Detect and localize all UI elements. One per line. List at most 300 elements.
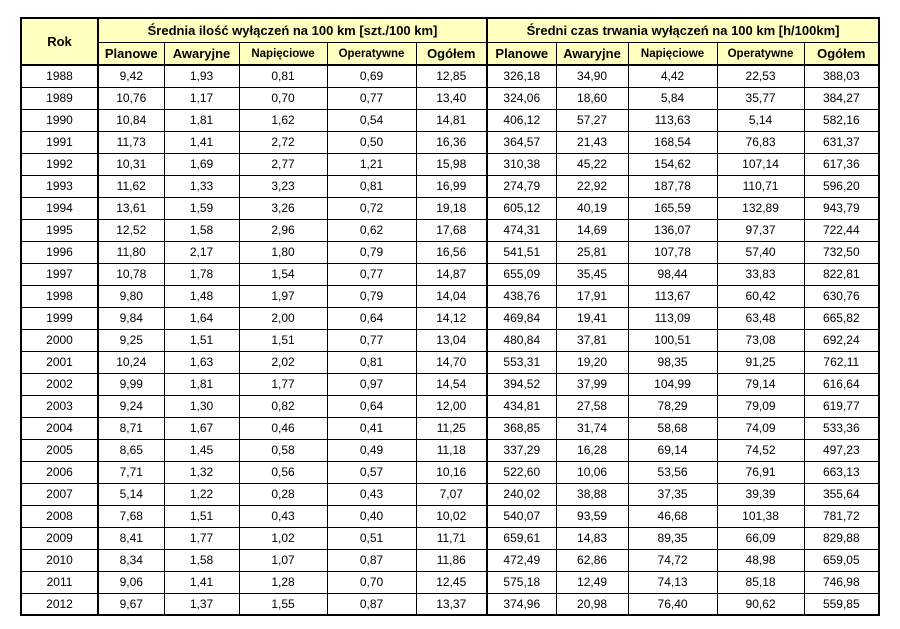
value-cell: 18,60 <box>556 87 628 109</box>
year-cell: 2000 <box>21 329 98 351</box>
value-cell: 76,91 <box>717 461 804 483</box>
value-cell: 1,48 <box>164 285 239 307</box>
value-cell: 1,58 <box>164 549 239 571</box>
value-cell: 4,42 <box>628 65 717 87</box>
year-cell: 2008 <box>21 505 98 527</box>
value-cell: 14,12 <box>416 307 487 329</box>
value-cell: 1,54 <box>239 263 327 285</box>
column-header-duration-total: Ogółem <box>804 43 879 66</box>
outages-table <box>20 17 880 616</box>
value-cell: 559,85 <box>804 593 879 615</box>
value-cell: 0,28 <box>239 483 327 505</box>
value-cell: 21,43 <box>556 131 628 153</box>
value-cell: 74,13 <box>628 571 717 593</box>
value-cell: 1,78 <box>164 263 239 285</box>
value-cell: 73,08 <box>717 329 804 351</box>
value-cell: 76,83 <box>717 131 804 153</box>
table-row <box>21 87 879 109</box>
value-cell: 540,07 <box>487 505 556 527</box>
value-cell: 9,25 <box>98 329 164 351</box>
value-cell: 17,68 <box>416 219 487 241</box>
value-cell: 11,25 <box>416 417 487 439</box>
value-cell: 0,49 <box>327 439 416 461</box>
table-row <box>21 307 879 329</box>
value-cell: 575,18 <box>487 571 556 593</box>
value-cell: 107,78 <box>628 241 717 263</box>
value-cell: 1,28 <box>239 571 327 593</box>
value-cell: 187,78 <box>628 175 717 197</box>
value-cell: 0,72 <box>327 197 416 219</box>
value-cell: 78,29 <box>628 395 717 417</box>
value-cell: 1,69 <box>164 153 239 175</box>
value-cell: 13,04 <box>416 329 487 351</box>
value-cell: 3,26 <box>239 197 327 219</box>
value-cell: 15,98 <box>416 153 487 175</box>
table-row <box>21 109 879 131</box>
value-cell: 474,31 <box>487 219 556 241</box>
value-cell: 617,36 <box>804 153 879 175</box>
value-cell: 9,84 <box>98 307 164 329</box>
column-header-duration-emergency: Awaryjne <box>556 43 628 66</box>
value-cell: 62,86 <box>556 549 628 571</box>
value-cell: 0,81 <box>239 65 327 87</box>
value-cell: 19,41 <box>556 307 628 329</box>
value-cell: 101,38 <box>717 505 804 527</box>
value-cell: 113,67 <box>628 285 717 307</box>
value-cell: 364,57 <box>487 131 556 153</box>
value-cell: 0,79 <box>327 241 416 263</box>
value-cell: 310,38 <box>487 153 556 175</box>
value-cell: 11,80 <box>98 241 164 263</box>
value-cell: 394,52 <box>487 373 556 395</box>
value-cell: 438,76 <box>487 285 556 307</box>
value-cell: 12,52 <box>98 219 164 241</box>
value-cell: 10,16 <box>416 461 487 483</box>
year-cell: 2012 <box>21 593 98 615</box>
value-cell: 35,77 <box>717 87 804 109</box>
value-cell: 16,36 <box>416 131 487 153</box>
year-cell: 2011 <box>21 571 98 593</box>
value-cell: 40,19 <box>556 197 628 219</box>
value-cell: 89,35 <box>628 527 717 549</box>
table-row <box>21 395 879 417</box>
value-cell: 165,59 <box>628 197 717 219</box>
value-cell: 37,35 <box>628 483 717 505</box>
year-cell: 2003 <box>21 395 98 417</box>
value-cell: 5,14 <box>717 109 804 131</box>
value-cell: 1,80 <box>239 241 327 263</box>
year-cell: 2010 <box>21 549 98 571</box>
year-cell: 1994 <box>21 197 98 219</box>
value-cell: 337,29 <box>487 439 556 461</box>
value-cell: 10,78 <box>98 263 164 285</box>
value-cell: 14,69 <box>556 219 628 241</box>
value-cell: 722,44 <box>804 219 879 241</box>
value-cell: 1,51 <box>239 329 327 351</box>
value-cell: 0,69 <box>327 65 416 87</box>
value-cell: 9,67 <box>98 593 164 615</box>
column-header-count-emergency: Awaryjne <box>164 43 239 66</box>
value-cell: 20,98 <box>556 593 628 615</box>
value-cell: 0,87 <box>327 593 416 615</box>
column-header-count-total: Ogółem <box>416 43 487 66</box>
value-cell: 57,27 <box>556 109 628 131</box>
value-cell: 326,18 <box>487 65 556 87</box>
value-cell: 5,84 <box>628 87 717 109</box>
value-cell: 13,37 <box>416 593 487 615</box>
value-cell: 497,23 <box>804 439 879 461</box>
value-cell: 14,81 <box>416 109 487 131</box>
value-cell: 1,51 <box>164 505 239 527</box>
value-cell: 522,60 <box>487 461 556 483</box>
table-row <box>21 65 879 87</box>
year-cell: 1995 <box>21 219 98 241</box>
value-cell: 388,03 <box>804 65 879 87</box>
table-row <box>21 241 879 263</box>
value-cell: 39,39 <box>717 483 804 505</box>
value-cell: 98,44 <box>628 263 717 285</box>
value-cell: 14,54 <box>416 373 487 395</box>
outage-count-group-header: Średnia ilość wyłączeń na 100 km [szt./100 km] <box>98 18 487 43</box>
value-cell: 14,87 <box>416 263 487 285</box>
value-cell: 0,56 <box>239 461 327 483</box>
value-cell: 8,71 <box>98 417 164 439</box>
value-cell: 596,20 <box>804 175 879 197</box>
value-cell: 5,14 <box>98 483 164 505</box>
column-header-count-operational: Operatywne <box>327 43 416 66</box>
table-row <box>21 153 879 175</box>
outage-duration-group-header: Średni czas trwania wyłączeń na 100 km [h/100km] <box>487 18 879 43</box>
column-header-duration-voltage: Napięciowe <box>628 43 717 66</box>
value-cell: 2,02 <box>239 351 327 373</box>
value-cell: 0,40 <box>327 505 416 527</box>
value-cell: 14,70 <box>416 351 487 373</box>
value-cell: 113,63 <box>628 109 717 131</box>
value-cell: 2,00 <box>239 307 327 329</box>
value-cell: 11,86 <box>416 549 487 571</box>
value-cell: 0,64 <box>327 395 416 417</box>
column-header-duration-planned: Planowe <box>487 43 556 66</box>
table-row <box>21 175 879 197</box>
value-cell: 7,07 <box>416 483 487 505</box>
value-cell: 480,84 <box>487 329 556 351</box>
value-cell: 0,46 <box>239 417 327 439</box>
year-cell: 1993 <box>21 175 98 197</box>
year-cell: 2007 <box>21 483 98 505</box>
table-row <box>21 483 879 505</box>
value-cell: 1,41 <box>164 131 239 153</box>
value-cell: 7,68 <box>98 505 164 527</box>
value-cell: 1,32 <box>164 461 239 483</box>
value-cell: 69,14 <box>628 439 717 461</box>
value-cell: 0,58 <box>239 439 327 461</box>
value-cell: 0,77 <box>327 87 416 109</box>
value-cell: 22,53 <box>717 65 804 87</box>
value-cell: 1,22 <box>164 483 239 505</box>
value-cell: 0,50 <box>327 131 416 153</box>
table-row <box>21 439 879 461</box>
value-cell: 324,06 <box>487 87 556 109</box>
value-cell: 10,31 <box>98 153 164 175</box>
year-cell: 2001 <box>21 351 98 373</box>
value-cell: 11,62 <box>98 175 164 197</box>
value-cell: 1,21 <box>327 153 416 175</box>
year-cell: 1997 <box>21 263 98 285</box>
value-cell: 1,97 <box>239 285 327 307</box>
value-cell: 48,98 <box>717 549 804 571</box>
value-cell: 8,65 <box>98 439 164 461</box>
value-cell: 0,64 <box>327 307 416 329</box>
value-cell: 384,27 <box>804 87 879 109</box>
value-cell: 66,09 <box>717 527 804 549</box>
value-cell: 829,88 <box>804 527 879 549</box>
value-cell: 655,09 <box>487 263 556 285</box>
value-cell: 240,02 <box>487 483 556 505</box>
table-row <box>21 197 879 219</box>
value-cell: 33,83 <box>717 263 804 285</box>
value-cell: 1,59 <box>164 197 239 219</box>
year-cell: 2004 <box>21 417 98 439</box>
value-cell: 274,79 <box>487 175 556 197</box>
year-cell: 1999 <box>21 307 98 329</box>
value-cell: 79,14 <box>717 373 804 395</box>
value-cell: 16,56 <box>416 241 487 263</box>
table-row <box>21 351 879 373</box>
value-cell: 1,30 <box>164 395 239 417</box>
value-cell: 14,83 <box>556 527 628 549</box>
table-row <box>21 417 879 439</box>
value-cell: 46,68 <box>628 505 717 527</box>
value-cell: 553,31 <box>487 351 556 373</box>
value-cell: 692,24 <box>804 329 879 351</box>
value-cell: 0,97 <box>327 373 416 395</box>
value-cell: 0,62 <box>327 219 416 241</box>
value-cell: 0,70 <box>327 571 416 593</box>
value-cell: 1,58 <box>164 219 239 241</box>
year-cell: 1991 <box>21 131 98 153</box>
value-cell: 0,43 <box>239 505 327 527</box>
value-cell: 1,62 <box>239 109 327 131</box>
value-cell: 605,12 <box>487 197 556 219</box>
value-cell: 1,45 <box>164 439 239 461</box>
value-cell: 76,40 <box>628 593 717 615</box>
value-cell: 663,13 <box>804 461 879 483</box>
year-cell: 1998 <box>21 285 98 307</box>
value-cell: 630,76 <box>804 285 879 307</box>
value-cell: 57,40 <box>717 241 804 263</box>
value-cell: 19,18 <box>416 197 487 219</box>
value-cell: 665,82 <box>804 307 879 329</box>
value-cell: 19,20 <box>556 351 628 373</box>
value-cell: 541,51 <box>487 241 556 263</box>
value-cell: 374,96 <box>487 593 556 615</box>
value-cell: 9,24 <box>98 395 164 417</box>
value-cell: 1,17 <box>164 87 239 109</box>
value-cell: 1,67 <box>164 417 239 439</box>
value-cell: 1,81 <box>164 373 239 395</box>
year-cell: 1992 <box>21 153 98 175</box>
value-cell: 2,77 <box>239 153 327 175</box>
value-cell: 168,54 <box>628 131 717 153</box>
value-cell: 9,99 <box>98 373 164 395</box>
value-cell: 9,06 <box>98 571 164 593</box>
value-cell: 13,40 <box>416 87 487 109</box>
value-cell: 93,59 <box>556 505 628 527</box>
value-cell: 631,37 <box>804 131 879 153</box>
value-cell: 10,02 <box>416 505 487 527</box>
year-cell: 2002 <box>21 373 98 395</box>
value-cell: 11,73 <box>98 131 164 153</box>
value-cell: 0,57 <box>327 461 416 483</box>
value-cell: 16,28 <box>556 439 628 461</box>
value-cell: 35,45 <box>556 263 628 285</box>
value-cell: 0,77 <box>327 329 416 351</box>
value-cell: 12,00 <box>416 395 487 417</box>
value-cell: 533,36 <box>804 417 879 439</box>
value-cell: 943,79 <box>804 197 879 219</box>
value-cell: 0,81 <box>327 351 416 373</box>
value-cell: 616,64 <box>804 373 879 395</box>
table-row <box>21 549 879 571</box>
value-cell: 79,09 <box>717 395 804 417</box>
value-cell: 12,49 <box>556 571 628 593</box>
value-cell: 1,77 <box>239 373 327 395</box>
value-cell: 1,63 <box>164 351 239 373</box>
value-cell: 45,22 <box>556 153 628 175</box>
value-cell: 1,51 <box>164 329 239 351</box>
value-cell: 368,85 <box>487 417 556 439</box>
value-cell: 1,37 <box>164 593 239 615</box>
value-cell: 8,34 <box>98 549 164 571</box>
value-cell: 1,81 <box>164 109 239 131</box>
table-row <box>21 505 879 527</box>
value-cell: 74,52 <box>717 439 804 461</box>
year-cell: 1989 <box>21 87 98 109</box>
value-cell: 11,18 <box>416 439 487 461</box>
value-cell: 1,33 <box>164 175 239 197</box>
value-cell: 113,09 <box>628 307 717 329</box>
value-cell: 107,14 <box>717 153 804 175</box>
value-cell: 37,81 <box>556 329 628 351</box>
value-cell: 1,41 <box>164 571 239 593</box>
value-cell: 10,06 <box>556 461 628 483</box>
value-cell: 63,48 <box>717 307 804 329</box>
year-cell: 2006 <box>21 461 98 483</box>
table-row <box>21 461 879 483</box>
value-cell: 2,17 <box>164 241 239 263</box>
value-cell: 0,82 <box>239 395 327 417</box>
value-cell: 1,93 <box>164 65 239 87</box>
value-cell: 762,11 <box>804 351 879 373</box>
value-cell: 12,85 <box>416 65 487 87</box>
value-cell: 355,64 <box>804 483 879 505</box>
value-cell: 100,51 <box>628 329 717 351</box>
year-cell: 2009 <box>21 527 98 549</box>
value-cell: 1,55 <box>239 593 327 615</box>
value-cell: 1,07 <box>239 549 327 571</box>
column-header-count-voltage: Napięciowe <box>239 43 327 66</box>
value-cell: 98,35 <box>628 351 717 373</box>
value-cell: 0,41 <box>327 417 416 439</box>
table-row <box>21 219 879 241</box>
value-cell: 781,72 <box>804 505 879 527</box>
value-cell: 0,79 <box>327 285 416 307</box>
value-cell: 17,91 <box>556 285 628 307</box>
value-cell: 659,05 <box>804 549 879 571</box>
value-cell: 74,72 <box>628 549 717 571</box>
column-header-count-planned: Planowe <box>98 43 164 66</box>
value-cell: 22,92 <box>556 175 628 197</box>
value-cell: 822,81 <box>804 263 879 285</box>
table-row <box>21 285 879 307</box>
value-cell: 90,62 <box>717 593 804 615</box>
value-cell: 85,18 <box>717 571 804 593</box>
value-cell: 91,25 <box>717 351 804 373</box>
value-cell: 27,58 <box>556 395 628 417</box>
value-cell: 34,90 <box>556 65 628 87</box>
year-cell: 2005 <box>21 439 98 461</box>
value-cell: 110,71 <box>717 175 804 197</box>
column-header-duration-operational: Operatywne <box>717 43 804 66</box>
table-row <box>21 373 879 395</box>
value-cell: 0,43 <box>327 483 416 505</box>
value-cell: 31,74 <box>556 417 628 439</box>
table-body <box>21 65 879 615</box>
value-cell: 8,41 <box>98 527 164 549</box>
value-cell: 659,61 <box>487 527 556 549</box>
value-cell: 74,09 <box>717 417 804 439</box>
value-cell: 38,88 <box>556 483 628 505</box>
value-cell: 37,99 <box>556 373 628 395</box>
table-row <box>21 131 879 153</box>
value-cell: 472,49 <box>487 549 556 571</box>
year-cell: 1988 <box>21 65 98 87</box>
value-cell: 469,84 <box>487 307 556 329</box>
year-cell: 1990 <box>21 109 98 131</box>
table-row <box>21 593 879 615</box>
value-cell: 434,81 <box>487 395 556 417</box>
table-row <box>21 571 879 593</box>
value-cell: 1,77 <box>164 527 239 549</box>
table-row <box>21 329 879 351</box>
table-row <box>21 263 879 285</box>
value-cell: 746,98 <box>804 571 879 593</box>
value-cell: 97,37 <box>717 219 804 241</box>
value-cell: 104,99 <box>628 373 717 395</box>
value-cell: 582,16 <box>804 109 879 131</box>
value-cell: 619,77 <box>804 395 879 417</box>
value-cell: 136,07 <box>628 219 717 241</box>
table-row <box>21 527 879 549</box>
value-cell: 25,81 <box>556 241 628 263</box>
value-cell: 14,04 <box>416 285 487 307</box>
value-cell: 7,71 <box>98 461 164 483</box>
value-cell: 13,61 <box>98 197 164 219</box>
value-cell: 0,87 <box>327 549 416 571</box>
value-cell: 9,80 <box>98 285 164 307</box>
value-cell: 12,45 <box>416 571 487 593</box>
value-cell: 10,76 <box>98 87 164 109</box>
value-cell: 9,42 <box>98 65 164 87</box>
value-cell: 732,50 <box>804 241 879 263</box>
value-cell: 10,84 <box>98 109 164 131</box>
value-cell: 406,12 <box>487 109 556 131</box>
value-cell: 0,77 <box>327 263 416 285</box>
value-cell: 0,70 <box>239 87 327 109</box>
value-cell: 0,81 <box>327 175 416 197</box>
value-cell: 154,62 <box>628 153 717 175</box>
value-cell: 58,68 <box>628 417 717 439</box>
